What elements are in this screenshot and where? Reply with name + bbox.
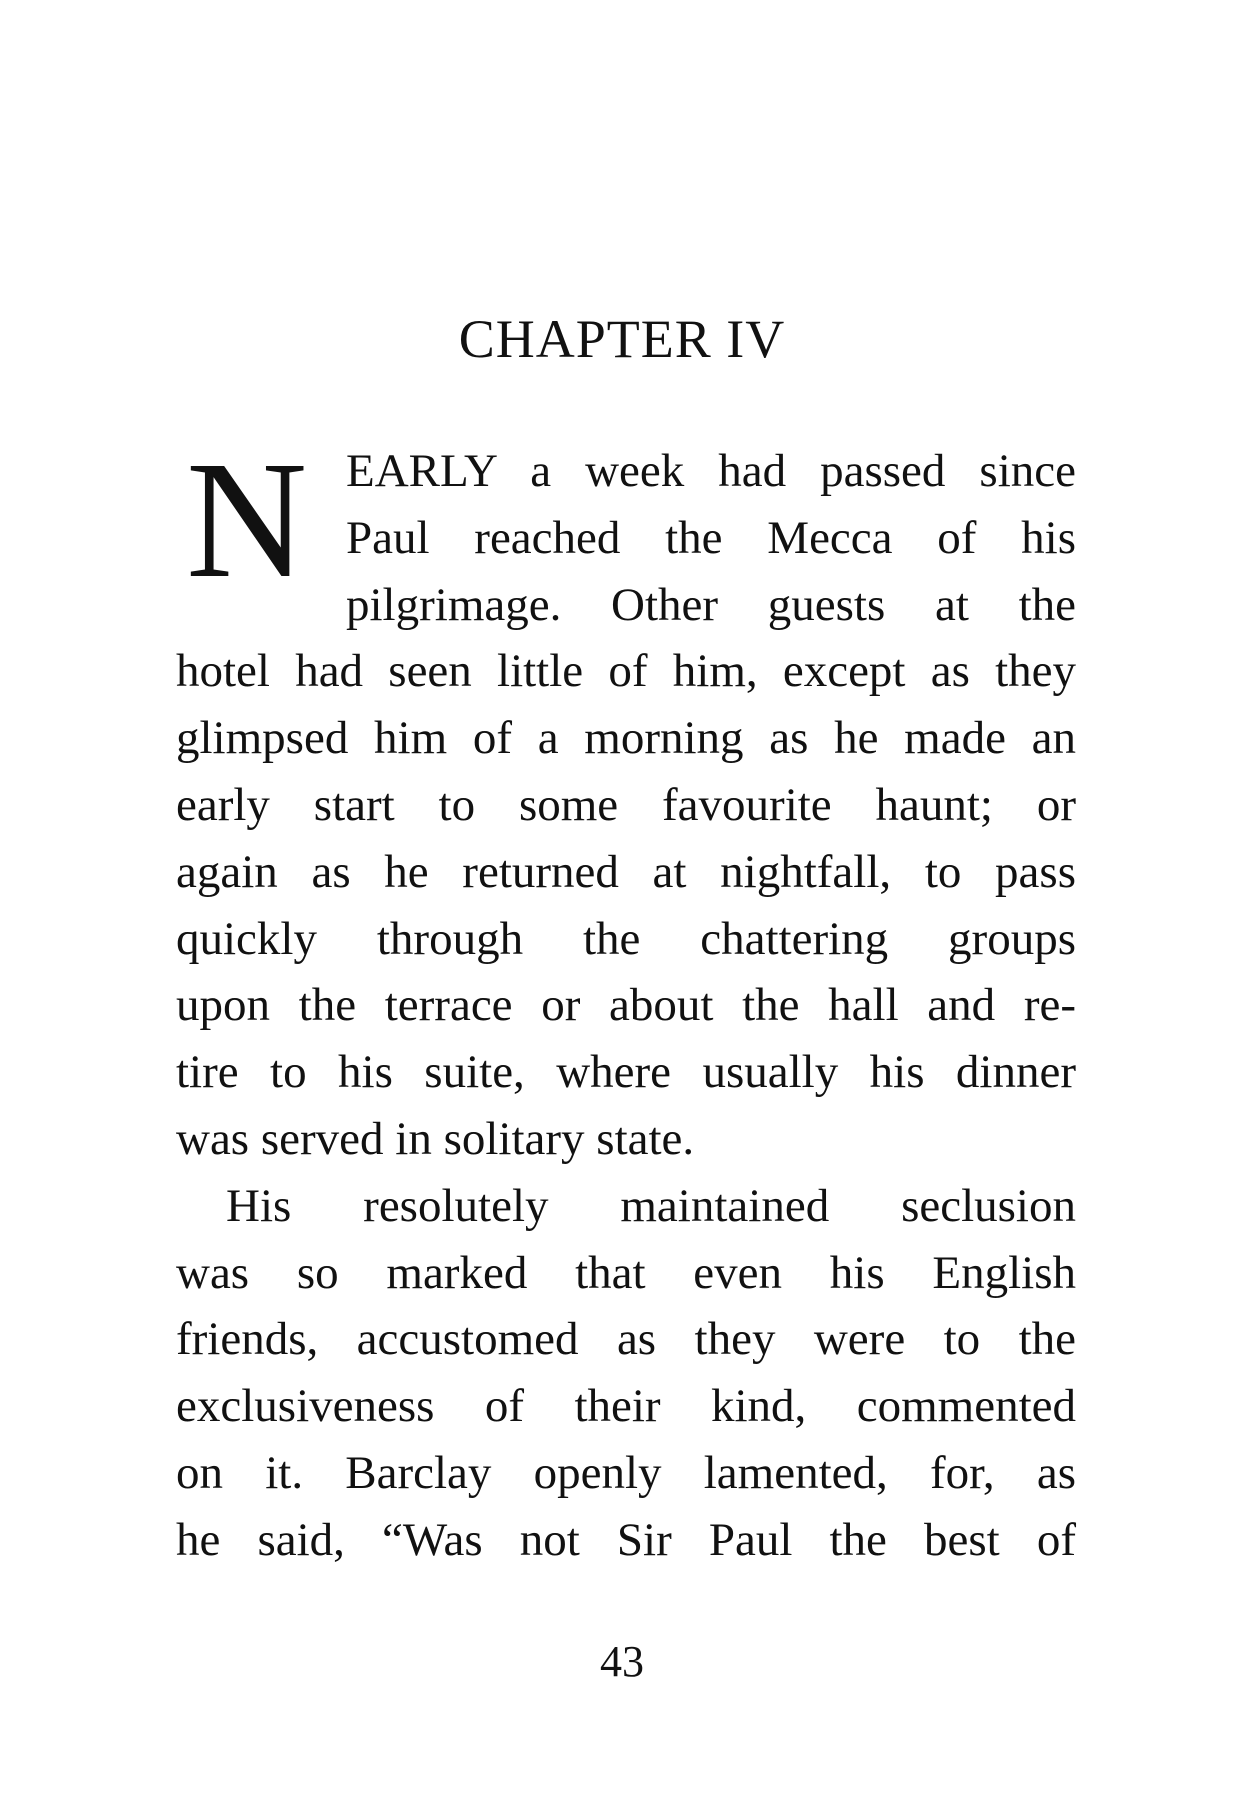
text-line: glimpsed him of a morning as he made an [176, 712, 1076, 765]
paragraph-2 [176, 1173, 1076, 1574]
text-line: exclusiveness of their kind, commented [176, 1380, 1076, 1433]
text-line: was served in solitary state. [176, 1112, 695, 1165]
text-line: early start to some favourite haunt; or [176, 778, 1076, 831]
paragraph-1 [176, 427, 1076, 1173]
body-text [176, 427, 1076, 1574]
chapter-heading: CHAPTER IV [458, 309, 786, 369]
text-line: pilgrimage. Other guests at the [346, 578, 1076, 631]
text-line: hotel had seen little of him, except as they [176, 645, 1076, 698]
drop-cap: N [186, 427, 308, 613]
text-line: tire to his suite, where usually his dinner [176, 1046, 1076, 1099]
text-line: EARLY a week had passed since [346, 445, 1076, 497]
text-line: again as he returned at nightfall, to pass [176, 845, 1076, 898]
text-line: His resolutely maintained seclusion [226, 1179, 1076, 1232]
text-line: on it. Barclay openly lamented, for, as [176, 1446, 1076, 1499]
page-number: 43 [600, 1637, 644, 1686]
text-line: quickly through the chattering groups [176, 912, 1076, 965]
text-line: he said, “Was not Sir Paul the best of [176, 1513, 1076, 1566]
text-line: friends, accustomed as they were to the [176, 1313, 1076, 1366]
text-line: Paul reached the Mecca of his [346, 511, 1076, 564]
text-line: upon the terrace or about the hall and re- [176, 979, 1076, 1032]
text-line: was so marked that even his English [176, 1246, 1076, 1299]
